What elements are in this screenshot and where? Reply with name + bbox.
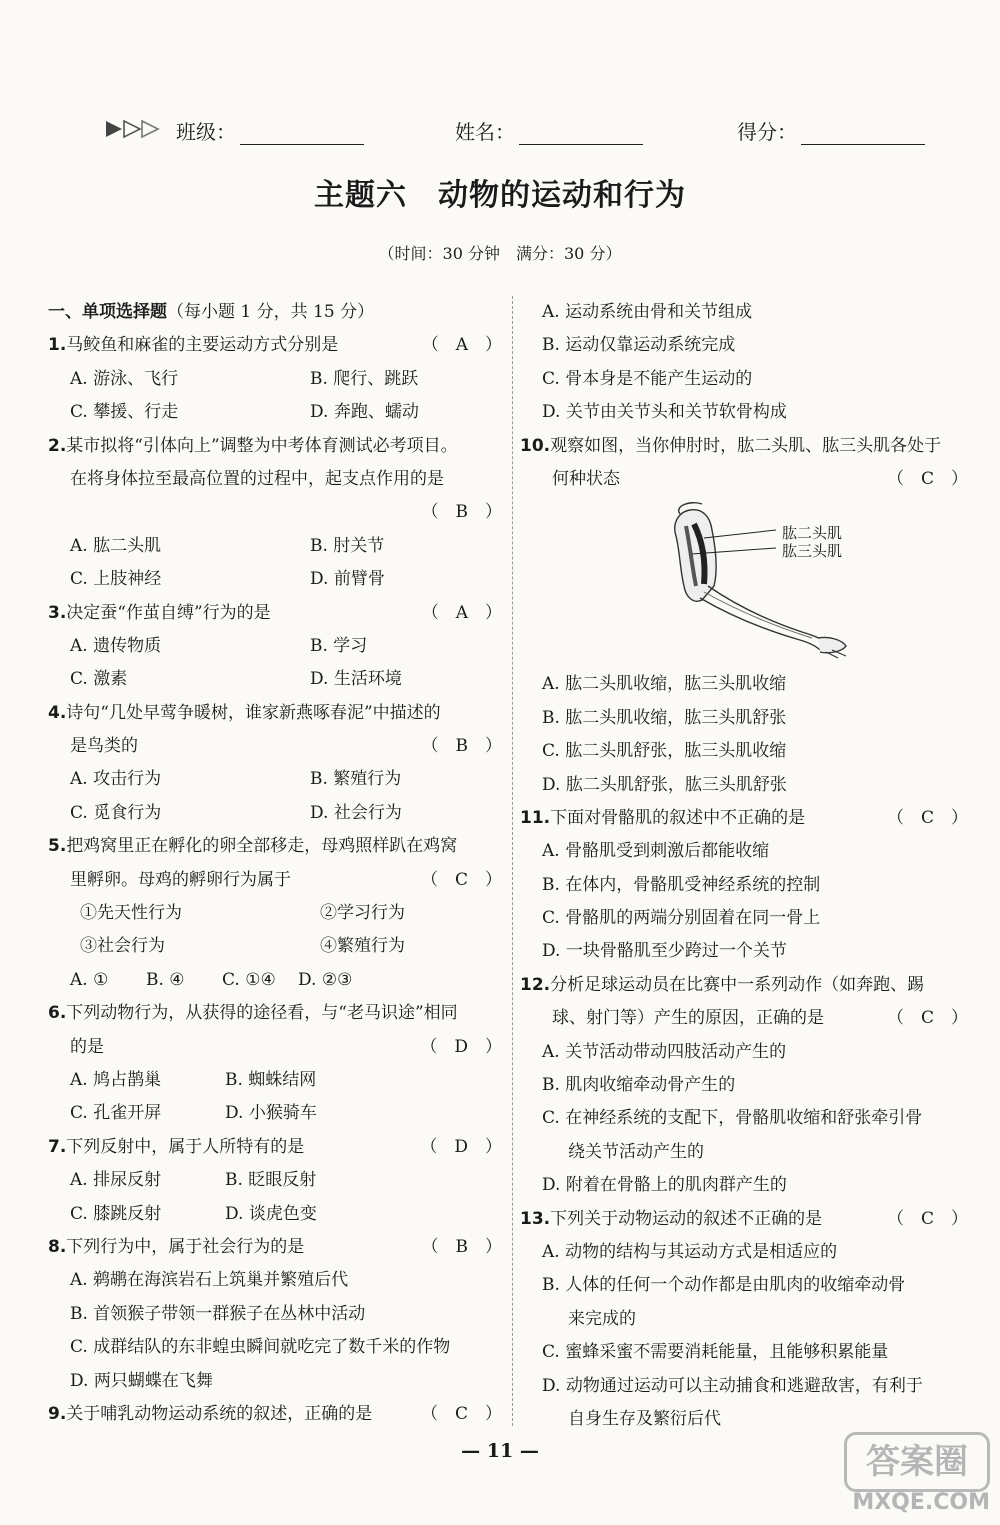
question-stem-cont: 球、射门等）产生的原因，正确的是 [552, 1008, 824, 1029]
option-d[interactable]: D. 社会行为 [310, 802, 402, 823]
option-c[interactable]: C. ①④ [222, 969, 276, 990]
answer: （ C ） [420, 869, 502, 890]
option-b[interactable]: B. 学习 [310, 635, 368, 656]
question-stem: 观察如图，当你伸肘时，肱二头肌、肱三头肌各处于 [550, 435, 942, 456]
option-b[interactable]: B. 繁殖行为 [310, 769, 402, 790]
answer: （ B ） [421, 1236, 502, 1257]
option-d[interactable]: D. ②③ [298, 969, 353, 990]
option-a[interactable]: A. 遗传物质 [70, 635, 162, 656]
item-1: ①先天性行为 [80, 903, 182, 924]
question-stem: 分析足球运动员在比赛中一系列动作（如奔跑、踢 [550, 974, 925, 995]
option-d[interactable]: D. 谈虎色变 [225, 1203, 317, 1224]
item-2: ②学习行为 [320, 903, 405, 924]
option-c[interactable]: C. 上肢神经 [70, 569, 162, 590]
option-d[interactable]: D. 附着在骨骼上的肌肉群产生的 [542, 1175, 787, 1196]
question-2: 2.某市拟将“引体向上”调整为中考体育测试必考项目。 在将身体拉至最高位置的过程中，起支点作用的是 （ B ） A. 肱二头肌 B. 肘关节 C. 上肢神经 D. 前臂骨 [48, 430, 506, 597]
question-9-options [520, 296, 972, 430]
option-b[interactable]: B. 肘关节 [310, 535, 385, 556]
option-a[interactable]: A. 肱二头肌收缩，肱三头肌收缩 [542, 674, 787, 695]
question-13: 13.下列关于动物运动的叙述不正确的是 （ C ） A. 动物的结构与其运动方式是相适应的 B. 人体的任何一个动作都是由肌肉的收缩牵动骨 来完成的 C. 蜜蜂采蜜不需要消耗能量，且能够积累能量 D. 动物通过运动可以主动捕食和逃避敌害，有利于 自身生存及繁衍后代 [520, 1203, 972, 1437]
option-d-cont[interactable]: 自身生存及繁衍后代 [568, 1408, 721, 1429]
question-1: 1.马鲛鱼和麻雀的主要运动方式分别是 （ A ） A. 游泳、飞行 B. 爬行、跳跃 C. 攀援、行走 D. 奔跑、蠕动 [48, 329, 506, 429]
option-b[interactable]: B. 肱二头肌收缩，肱三头肌舒张 [542, 707, 787, 728]
answer: （ D ） [420, 1136, 502, 1157]
question-stem: 马鲛鱼和麻雀的主要运动方式分别是 [66, 335, 339, 356]
question-11: 11.下面对骨骼肌的叙述中不正确的是 （ C ） A. 骨骼肌受到刺激后都能收缩 B. 在体内，骨骼肌受神经系统的控制 C. 骨骼肌的两端分别固着在同一骨上 D. 一块骨骼肌至少跨过一个关节 [520, 802, 972, 969]
option-d[interactable]: D. 奔跑、蠕动 [310, 402, 419, 423]
answer: （ C ） [886, 468, 968, 489]
score-label: 得分： [737, 120, 797, 144]
option-a[interactable]: A. 动物的结构与其运动方式是相适应的 [542, 1241, 838, 1262]
option-d[interactable]: D. 小猴骑车 [225, 1103, 317, 1124]
answer: （ C ） [886, 1208, 968, 1229]
option-b[interactable]: B. 眨眼反射 [225, 1170, 317, 1191]
option-d[interactable]: D. 前臂骨 [310, 569, 385, 590]
figure-label-triceps: 肱三头肌 [782, 542, 843, 561]
question-stem: 下列动物行为，从获得的途径看，与“老马识途”相同 [66, 1003, 458, 1024]
answer: （ B ） [421, 736, 502, 757]
option-b[interactable]: B. 首领猴子带领一群猴子在丛林中活动 [70, 1303, 366, 1324]
question-8: 8.下列行为中，属于社会行为的是 （ B ） A. 鹈鹕在海滨岩石上筑巢并繁殖后代 B. 首领猴子带领一群猴子在丛林中活动 C. 成群结队的东非蝗虫瞬间就吃完了数千米的作物 D. 两只蝴蝶在飞舞 [48, 1231, 506, 1398]
option-a[interactable]: A. 排尿反射 [70, 1170, 162, 1191]
option-d[interactable]: D. 肱二头肌舒张，肱三头肌舒张 [542, 774, 787, 795]
option-b[interactable]: B. 爬行、跳跃 [310, 368, 419, 389]
option-a[interactable]: A. 攻击行为 [70, 769, 162, 790]
answer: （ D ） [420, 1036, 502, 1057]
option-d[interactable]: D. 一块骨骼肌至少跨过一个关节 [542, 941, 787, 962]
option-b[interactable]: B. 人体的任何一个动作都是由肌肉的收缩牵动骨 [542, 1275, 906, 1296]
question-stem: 下面对骨骼肌的叙述中不正确的是 [550, 807, 806, 828]
name-blank[interactable] [519, 122, 643, 145]
question-stem: 下列反射中，属于人所特有的是 [66, 1136, 305, 1157]
score-field [737, 116, 925, 145]
option-b[interactable]: B. 蜘蛛结网 [225, 1069, 317, 1090]
option-c[interactable]: C. 骨骼肌的两端分别固着在同一骨上 [542, 908, 821, 929]
question-stem-cont: 在将身体拉至最高位置的过程中，起支点作用的是 [70, 468, 444, 489]
question-stem: 把鸡窝里正在孵化的卵全部移走，母鸡照样趴在鸡窝 [66, 836, 458, 857]
arm-muscle-figure [520, 496, 972, 668]
option-c[interactable]: C. 成群结队的东非蝗虫瞬间就吃完了数千米的作物 [70, 1337, 451, 1358]
triangle-arrows-icon [104, 118, 168, 140]
question-stem-cont: 里孵卵。母鸡的孵卵行为属于 [70, 869, 291, 890]
question-stem-cont: 的是 [70, 1036, 104, 1057]
question-stem-cont: 何种状态 [552, 468, 620, 489]
option-d[interactable]: D. 生活环境 [310, 669, 402, 690]
student-info-header [0, 112, 1000, 148]
class-field [176, 116, 364, 145]
question-4: 4.诗句“几处早莺争暖树，谁家新燕啄春泥”中描述的 是鸟类的 （ B ） A. 攻击行为 B. 繁殖行为 C. 觅食行为 D. 社会行为 [48, 697, 506, 831]
time-and-score-info: （时间：30 分钟 满分：30 分） [378, 244, 622, 263]
score-blank[interactable] [801, 122, 925, 145]
class-label: 班级： [176, 120, 236, 144]
option-a[interactable]: A. ① [70, 969, 109, 990]
right-column [520, 296, 972, 1436]
question-6: 6.下列动物行为，从获得的途径看，与“老马识途”相同 的是 （ D ） A. 鸠占鹊巢 B. 蜘蛛结网 C. 孔雀开屏 D. 小猴骑车 [48, 997, 506, 1131]
option-c[interactable]: C. 骨本身是不能产生运动的 [542, 368, 753, 389]
answer: （ C ） [886, 807, 968, 828]
answer: （ C ） [886, 1008, 968, 1029]
question-9: 9.关于哺乳动物运动系统的叙述，正确的是 （ C ） [48, 1398, 506, 1431]
page-number: — 11 — [461, 1440, 539, 1462]
option-a[interactable]: A. 运动系统由骨和关节组成 [542, 302, 753, 322]
option-c[interactable]: C. 膝跳反射 [70, 1203, 162, 1224]
option-c[interactable]: C. 肱二头肌舒张，肱三头肌收缩 [542, 741, 787, 762]
section-heading: 一、单项选择题（每小题 1 分，共 15 分） [48, 302, 375, 322]
question-12: 12.分析足球运动员在比赛中一系列动作（如奔跑、踢 球、射门等）产生的原因，正确的是 （ C ） A. 关节活动带动四肢活动产生的 B. 肌肉收缩牵动骨产生的 C. 在神经系统的支配下，骨骼肌收缩和舒张牵引骨 绕关节活动产生的 D. 附着在骨骼上的肌肉群产生的 [520, 974, 968, 1196]
option-a[interactable]: A. 关节活动带动四肢活动产生的 [542, 1041, 787, 1062]
option-d[interactable]: D. 动物通过运动可以主动捕食和逃避敌害，有利于 [542, 1375, 923, 1396]
option-a[interactable]: A. 骨骼肌受到刺激后都能收缩 [542, 841, 770, 862]
column-divider [512, 296, 513, 1426]
left-column [48, 296, 506, 1431]
option-c[interactable]: C. 孔雀开屏 [70, 1103, 162, 1124]
answer: （ B ） [421, 502, 502, 523]
item-3: ③社会行为 [80, 936, 165, 957]
figure-label-biceps: 肱二头肌 [782, 524, 843, 543]
option-b-cont[interactable]: 来完成的 [568, 1308, 636, 1329]
question-stem: 下列关于动物运动的叙述不正确的是 [550, 1208, 823, 1229]
option-b[interactable]: B. 在体内，骨骼肌受神经系统的控制 [542, 874, 821, 895]
option-a[interactable]: A. 鹈鹕在海滨岩石上筑巢并繁殖后代 [70, 1270, 349, 1291]
question-stem: 决定蚕“作茧自缚”行为的是 [66, 602, 271, 623]
question-3: 3.决定蚕“作茧自缚”行为的是 （ A ） A. 遗传物质 B. 学习 C. 激素 D. 生活环境 [48, 597, 506, 697]
option-a[interactable]: A. 肱二头肌 [70, 535, 162, 556]
option-c-cont[interactable]: 绕关节活动产生的 [568, 1141, 704, 1162]
question-5: 5.把鸡窝里正在孵化的卵全部移走，母鸡照样趴在鸡窝 里孵卵。母鸡的孵卵行为属于 （ C ） ①先天性行为 ②学习行为 ③社会行为 ④繁殖行为 A. ① B. ④ C. ①④ D. ②③ [48, 830, 506, 997]
option-a[interactable]: A. 游泳、飞行 [70, 368, 179, 389]
question-stem: 某市拟将“引体向上”调整为中考体育测试必考项目。 [66, 435, 458, 456]
option-a[interactable]: A. 鸠占鹊巢 [70, 1069, 162, 1090]
question-10: 10.观察如图，当你伸肘时，肱二头肌、肱三头肌各处于 何种状态 （ C ） 肱二头肌 肱三头肌 A. 肱二头肌收缩，肱三头肌收缩 B. 肱二头肌收缩，肱三头肌舒张 C. 肱二头肌舒张，肱三头肌收缩 D. 肱二头肌舒张，肱三头肌舒张 [520, 430, 972, 802]
answer: （ A ） [421, 602, 502, 623]
question-stem: 关于哺乳动物运动系统的叙述，正确的是 [66, 1403, 373, 1424]
option-d[interactable]: D. 关节由关节头和关节软骨构成 [542, 402, 787, 423]
question-stem-cont: 是鸟类的 [70, 736, 138, 757]
name-label: 姓名： [455, 120, 515, 144]
watermark [840, 1432, 990, 1518]
item-4: ④繁殖行为 [320, 936, 405, 957]
answer: （ C ） [420, 1403, 502, 1424]
option-b[interactable]: B. 运动仅靠运动系统完成 [542, 335, 736, 356]
option-c[interactable]: C. 在神经系统的支配下，骨骼肌收缩和舒张牵引骨 [542, 1108, 923, 1129]
option-b[interactable]: B. ④ [146, 969, 185, 990]
question-stem: 诗句“几处早莺争暖树，谁家新燕啄春泥”中描述的 [66, 702, 441, 723]
watermark-logo: 答案圈 [844, 1432, 990, 1492]
option-c[interactable]: C. 激素 [70, 669, 128, 690]
option-c[interactable]: C. 蜜蜂采蜜不需要消耗能量，且能够积累能量 [542, 1342, 889, 1363]
watermark-url: MXQE.COM [852, 1490, 990, 1515]
option-b[interactable]: B. 肌肉收缩牵动骨产生的 [542, 1075, 736, 1096]
class-blank[interactable] [240, 122, 364, 145]
page-title: 主题六 动物的运动和行为 [314, 178, 686, 213]
option-c[interactable]: C. 攀援、行走 [70, 402, 179, 423]
question-stem: 下列行为中，属于社会行为的是 [66, 1236, 305, 1257]
option-c[interactable]: C. 觅食行为 [70, 802, 162, 823]
option-d[interactable]: D. 两只蝴蝶在飞舞 [70, 1370, 213, 1391]
question-7: 7.下列反射中，属于人所特有的是 （ D ） A. 排尿反射 B. 眨眼反射 C. 膝跳反射 D. 谈虎色变 [48, 1131, 506, 1231]
name-field [455, 116, 643, 145]
answer: （ A ） [421, 335, 502, 356]
